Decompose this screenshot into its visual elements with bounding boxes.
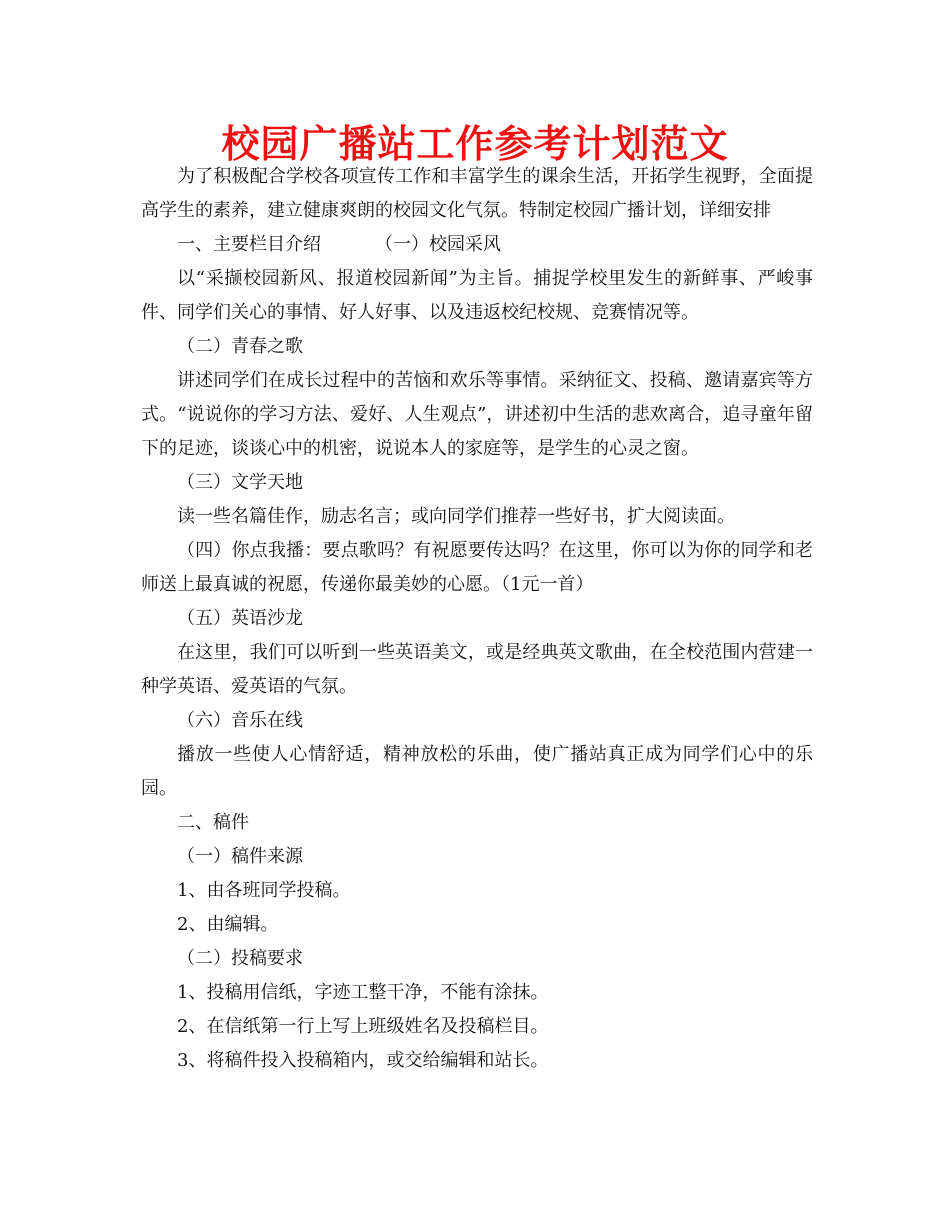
heading-submission-requirements: （二）投稿要求 bbox=[177, 948, 303, 969]
paragraph-campus-news: 以“采撷校园新风、报道校园新闻”为主旨。捕捉学校里发生的新鲜事、严峻事件、同学们关心的事情、好人好事、以及违返校纪校规、竞赛情况等。 bbox=[141, 268, 813, 323]
paragraph-youth-song: 讲述同学们在成长过程中的苦恼和欢乐等事情。采纳征文、投稿、邀请嘉宾等方式。“说说你的学习方法、爱好、人生观点”，讲述初中生活的悲欢离合，追寻童年留下的足迹，谈谈心中的机密，说说本人的家庭等，是学生的心灵之窗。 bbox=[141, 370, 813, 459]
paragraph-literature: 读一些名篇佳作，励志名言；或向同学们推荐一些好书，扩大阅读面。 bbox=[177, 506, 735, 527]
paragraph-music-online: 播放一些使人心情舒适，精神放松的乐曲，使广播站真正成为同学们心中的乐园。 bbox=[141, 744, 813, 799]
heading-manuscript-source: （一）稿件来源 bbox=[177, 846, 303, 867]
heading-youth-song: （二）青春之歌 bbox=[177, 336, 303, 357]
heading-manuscripts: 二、稿件 bbox=[177, 812, 249, 833]
paragraph-english-salon: 在这里，我们可以听到一些英语美文，或是经典英文歌曲，在全校范围内营建一种学英语、爱英语的气氛。 bbox=[141, 642, 813, 697]
paragraph-section-one-line bbox=[141, 228, 813, 262]
document-body bbox=[141, 160, 813, 1078]
paragraph-song-request: （四）你点我播：要点歌吗？有祝愿要传达吗？在这里，你可以为你的同学和老师送上最真诚的祝愿，传递你最美妙的心愿。（1元一首） bbox=[141, 540, 813, 595]
heading-main-columns: 一、主要栏目介绍 bbox=[177, 234, 321, 255]
list-item-requirement-1: 1、投稿用信纸，字迹工整干净，不能有涂抹。 bbox=[177, 982, 549, 1003]
heading-literature: （三）文学天地 bbox=[177, 472, 303, 493]
document-title: 校园广播站工作参考计划范文 bbox=[221, 121, 729, 166]
heading-campus-news: （一）校园采风 bbox=[375, 234, 501, 255]
paragraph-intro: 为了积极配合学校各项宣传工作和丰富学生的课余生活，开拓学生视野，全面提高学生的素养，建立健康爽朗的校园文化气氛。特制定校园广播计划，详细安排 bbox=[141, 166, 813, 221]
heading-english-salon: （五）英语沙龙 bbox=[177, 608, 303, 629]
list-item-source-2: 2、由编辑。 bbox=[177, 914, 279, 935]
heading-music-online: （六）音乐在线 bbox=[177, 710, 303, 731]
list-item-source-1: 1、由各班同学投稿。 bbox=[177, 880, 351, 901]
list-item-requirement-3: 3、将稿件投入投稿箱内，或交给编辑和站长。 bbox=[177, 1050, 549, 1071]
list-item-requirement-2: 2、在信纸第一行上写上班级姓名及投稿栏目。 bbox=[177, 1016, 549, 1037]
